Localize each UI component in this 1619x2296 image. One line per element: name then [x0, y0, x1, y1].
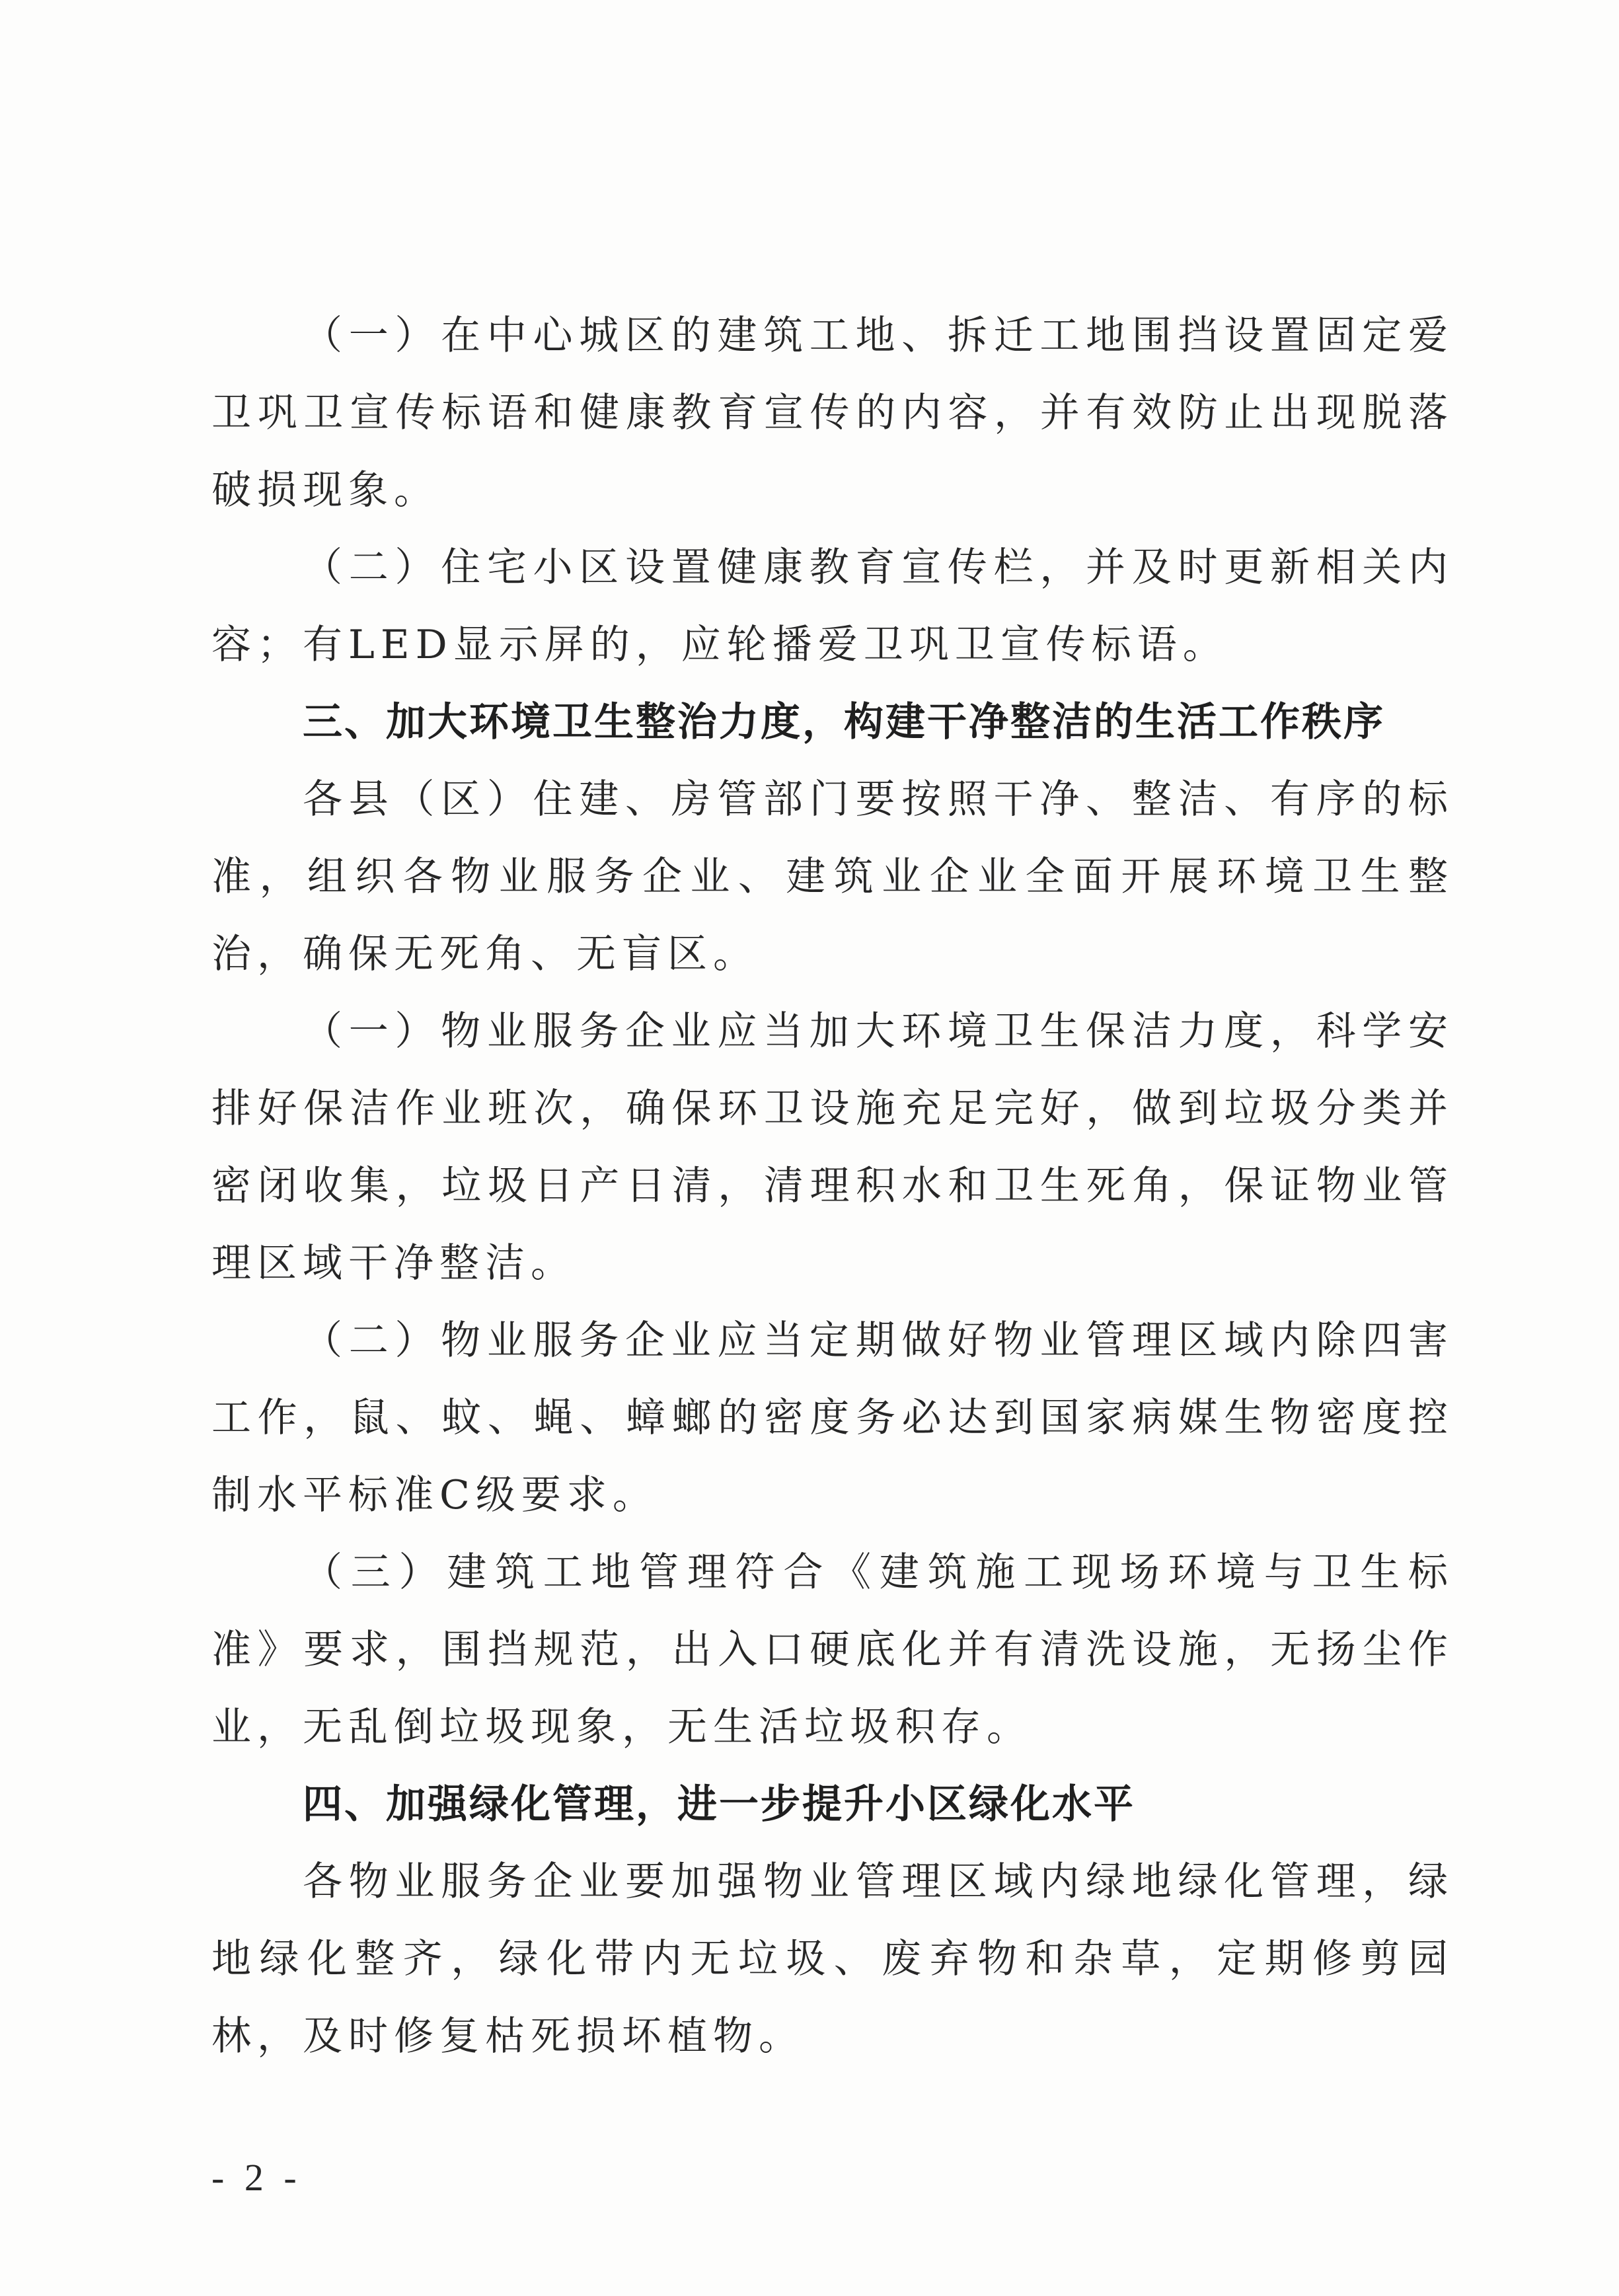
paragraph-item-2: （二）住宅小区设置健康教育宣传栏，并及时更新相关内容；有LED显示屏的，应轮播爱卫巩卫宣传标语。	[211, 544, 1454, 668]
document-body	[211, 297, 1454, 2075]
section-heading-3: 三、加大环境卫生整治力度，构建干净整洁的生活工作秩序	[303, 699, 1385, 745]
section-3-item-2: （二）物业服务企业应当定期做好物业管理区域内除四害工作，鼠、蚊、蝇、蟑螂的密度务必达到国家病媒生物密度控制水平标准C级要求。	[211, 1317, 1454, 1518]
section-3-item-1: （一）物业服务企业应当加大环境卫生保洁力度，科学安排好保洁作业班次，确保环卫设施充足完好，做到垃圾分类并密闭收集，垃圾日产日清，清理积水和卫生死角，保证物业管理区域干净整洁。	[211, 1008, 1454, 1286]
section-heading-4: 四、加强绿化管理，进一步提升小区绿化水平	[303, 1781, 1135, 1828]
section-3-item-3: （三）建筑工地管理符合《建筑施工现场环境与卫生标准》要求，围挡规范，出入口硬底化并有清洗设施，无扬尘作业，无乱倒垃圾现象，无生活垃圾积存。	[211, 1549, 1454, 1750]
page-number: - 2 -	[211, 2156, 302, 2199]
section-4-intro: 各物业服务企业要加强物业管理区域内绿地绿化管理，绿地绿化整齐，绿化带内无垃圾、废弃物和杂草，定期修剪园林，及时修复枯死损坏植物。	[211, 1859, 1454, 2059]
paragraph-item-1: （一）在中心城区的建筑工地、拆迁工地围挡设置固定爱卫巩卫宣传标语和健康教育宣传的内容，并有效防止出现脱落破损现象。	[211, 313, 1454, 513]
section-3-intro: 各县（区）住建、房管部门要按照干净、整洁、有序的标准，组织各物业服务企业、建筑业企业全面开展环境卫生整治，确保无死角、无盲区。	[211, 776, 1454, 977]
